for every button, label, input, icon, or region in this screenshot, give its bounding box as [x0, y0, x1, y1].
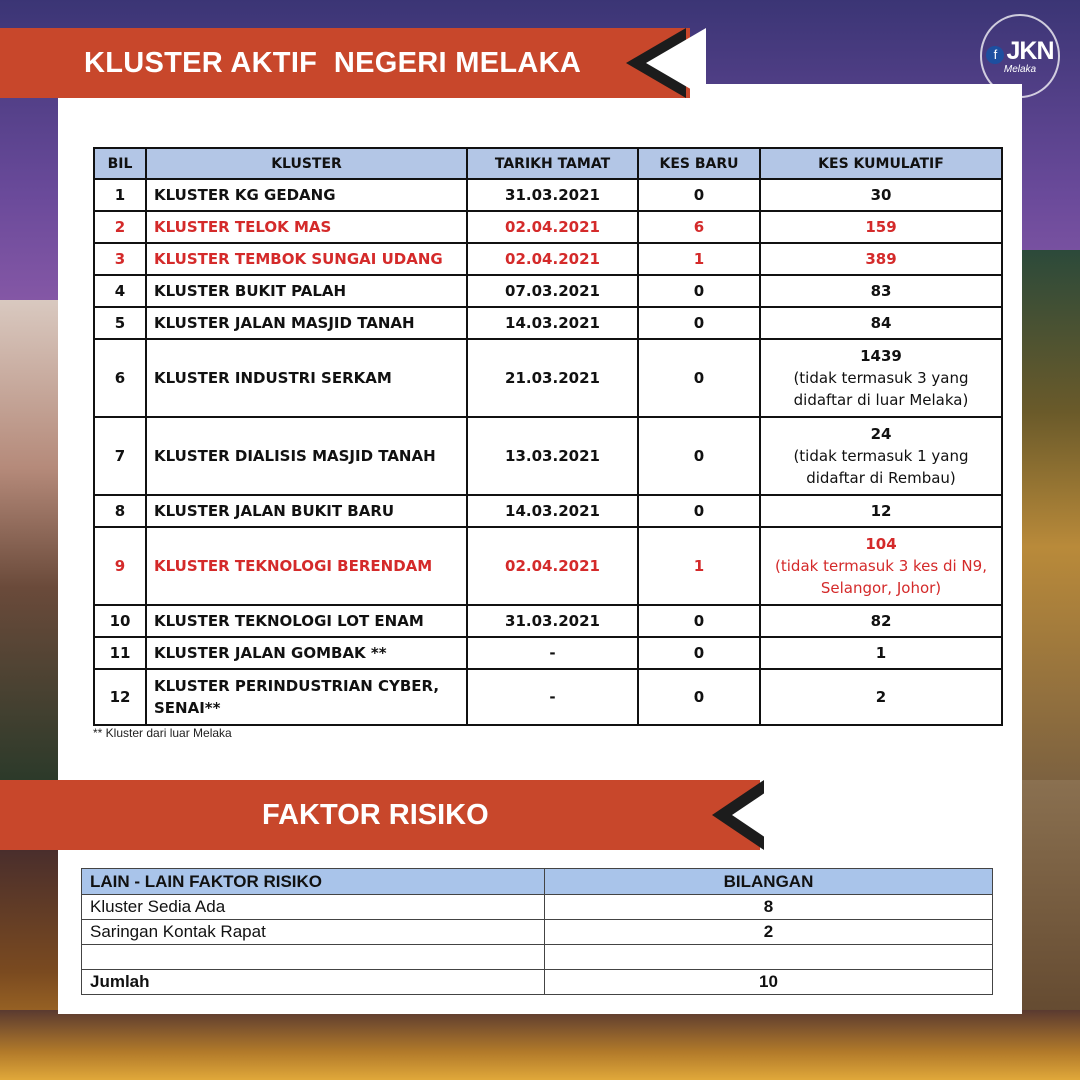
cell-kluster: KLUSTER TEMBOK SUNGAI UDANG	[146, 243, 467, 275]
cluster-table	[93, 147, 1003, 726]
cell-kes-baru: 0	[638, 179, 760, 211]
banner-chevron	[646, 28, 706, 98]
table-row	[94, 243, 1002, 275]
cell-bilangan: 2	[545, 920, 993, 945]
cell-kes-baru: 6	[638, 211, 760, 243]
cell-kluster: KLUSTER TEKNOLOGI LOT ENAM	[146, 605, 467, 637]
cell-tarikh-tamat: 14.03.2021	[467, 495, 638, 527]
cell-bil: 11	[94, 637, 146, 669]
cell-bil: 9	[94, 527, 146, 605]
cell-kes-baru: 0	[638, 275, 760, 307]
cell-kluster: KLUSTER BUKIT PALAH	[146, 275, 467, 307]
column-header-bil: BIL	[94, 148, 146, 179]
page-title: KLUSTER AKTIF NEGERI MELAKA	[84, 46, 582, 79]
cell-kes-kumulatif	[760, 605, 1002, 637]
table-row	[94, 211, 1002, 243]
cell-tarikh-tamat: 02.04.2021	[467, 243, 638, 275]
cluster-table-header	[94, 148, 1002, 179]
cell-bil: 8	[94, 495, 146, 527]
cell-bil: 12	[94, 669, 146, 725]
logo-subtitle: Melaka	[1003, 64, 1037, 75]
cell-tarikh-tamat: 14.03.2021	[467, 307, 638, 339]
cell-kes-baru: 0	[638, 637, 760, 669]
cell-kes-baru: 0	[638, 417, 760, 495]
cell-kluster: KLUSTER JALAN GOMBAK **	[146, 637, 467, 669]
kes-kumulatif-value: 12	[870, 502, 892, 520]
cell-faktor-risiko: Kluster Sedia Ada	[82, 895, 545, 920]
cell-kluster: KLUSTER TEKNOLOGI BERENDAM	[146, 527, 467, 605]
cell-kluster: KLUSTER JALAN BUKIT BARU	[146, 495, 467, 527]
cell-tarikh-tamat: 31.03.2021	[467, 179, 638, 211]
cell-kes-kumulatif	[760, 669, 1002, 725]
cell-kes-baru: 0	[638, 339, 760, 417]
risk-table-header	[82, 869, 993, 895]
banner-chevron	[732, 780, 784, 850]
table-row	[94, 669, 1002, 725]
page-title-banner	[0, 28, 690, 98]
table-row	[94, 417, 1002, 495]
background-river	[0, 1010, 1080, 1080]
kes-kumulatif-value: 1439	[860, 347, 902, 365]
cell-tarikh-tamat: 13.03.2021	[467, 417, 638, 495]
column-header-tarikh-tamat: TARIKH TAMAT	[467, 148, 638, 179]
kes-kumulatif-value: 83	[870, 282, 892, 300]
cell-kes-baru: 1	[638, 243, 760, 275]
kes-kumulatif-value: 84	[870, 314, 892, 332]
cell-tarikh-tamat: 02.04.2021	[467, 211, 638, 243]
facebook-icon: f	[986, 46, 1004, 64]
cell-bil: 2	[94, 211, 146, 243]
cell-kes-kumulatif	[760, 275, 1002, 307]
cell-kluster: KLUSTER DIALISIS MASJID TANAH	[146, 417, 467, 495]
cluster-footnote: ** Kluster dari luar Melaka	[93, 726, 232, 740]
cell-kluster: KLUSTER PERINDUSTRIAN CYBER, SENAI**	[146, 669, 467, 725]
cell-tarikh-tamat: 21.03.2021	[467, 339, 638, 417]
cell-kes-baru: 0	[638, 669, 760, 725]
table-row	[94, 605, 1002, 637]
jkn-logo	[980, 14, 1060, 98]
cell-tarikh-tamat: -	[467, 669, 638, 725]
table-row	[82, 895, 993, 920]
cell-kes-kumulatif	[760, 211, 1002, 243]
total-value: 10	[545, 970, 993, 995]
risk-section-banner	[0, 780, 760, 850]
table-row	[94, 275, 1002, 307]
column-header-bilangan: BILANGAN	[545, 869, 993, 895]
logo-text: JKN	[1006, 37, 1054, 65]
cell-kes-baru: 0	[638, 605, 760, 637]
cell-tarikh-tamat: 07.03.2021	[467, 275, 638, 307]
cell-kes-baru: 0	[638, 307, 760, 339]
column-header-kluster: KLUSTER	[146, 148, 467, 179]
cell-bil: 1	[94, 179, 146, 211]
table-row	[94, 495, 1002, 527]
cell-bilangan: 8	[545, 895, 993, 920]
table-row	[94, 339, 1002, 417]
cell-bil: 6	[94, 339, 146, 417]
table-row	[82, 920, 993, 945]
table-row	[82, 945, 993, 970]
table-row	[94, 179, 1002, 211]
background-building-left	[0, 300, 58, 780]
total-label: Jumlah	[82, 970, 545, 995]
cell-kes-kumulatif	[760, 417, 1002, 495]
cell-kes-kumulatif	[760, 339, 1002, 417]
cell-kes-kumulatif	[760, 307, 1002, 339]
column-header-faktor-risiko: LAIN - LAIN FAKTOR RISIKO	[82, 869, 545, 895]
cell-kluster: KLUSTER TELOK MAS	[146, 211, 467, 243]
cell-faktor-risiko	[82, 945, 545, 970]
risk-table	[81, 868, 993, 995]
cell-tarikh-tamat: 02.04.2021	[467, 527, 638, 605]
kes-kumulatif-note: (tidak termasuk 3 yang didaftar di luar Melaka)	[793, 369, 969, 409]
cell-bilangan	[545, 945, 993, 970]
cell-bil: 3	[94, 243, 146, 275]
kes-kumulatif-value: 104	[865, 535, 897, 553]
total-row	[82, 970, 993, 995]
column-header-kes-kumulatif: KES KUMULATIF	[760, 148, 1002, 179]
cell-kes-baru: 1	[638, 527, 760, 605]
risk-section-title: FAKTOR RISIKO	[262, 798, 489, 831]
cell-kes-kumulatif	[760, 637, 1002, 669]
cell-tarikh-tamat: 31.03.2021	[467, 605, 638, 637]
kes-kumulatif-value: 2	[875, 688, 887, 706]
column-header-kes-baru: KES BARU	[638, 148, 760, 179]
kes-kumulatif-note: (tidak termasuk 3 kes di N9, Selangor, Johor)	[775, 557, 987, 597]
cell-kes-kumulatif	[760, 495, 1002, 527]
cell-kes-kumulatif	[760, 179, 1002, 211]
kes-kumulatif-value: 159	[865, 218, 897, 236]
kes-kumulatif-value: 30	[870, 186, 892, 204]
table-row	[94, 637, 1002, 669]
cell-faktor-risiko: Saringan Kontak Rapat	[82, 920, 545, 945]
cell-kes-kumulatif	[760, 527, 1002, 605]
kes-kumulatif-note: (tidak termasuk 1 yang didaftar di Rembau)	[793, 447, 969, 487]
cell-kluster: KLUSTER KG GEDANG	[146, 179, 467, 211]
cell-tarikh-tamat: -	[467, 637, 638, 669]
table-row	[94, 307, 1002, 339]
kes-kumulatif-value: 82	[870, 612, 892, 630]
kes-kumulatif-value: 24	[870, 425, 892, 443]
cell-kes-baru: 0	[638, 495, 760, 527]
kes-kumulatif-value: 389	[865, 250, 897, 268]
background-trees-right	[1020, 250, 1080, 790]
cell-kluster: KLUSTER JALAN MASJID TANAH	[146, 307, 467, 339]
cell-bil: 10	[94, 605, 146, 637]
cell-bil: 7	[94, 417, 146, 495]
cell-kluster: KLUSTER INDUSTRI SERKAM	[146, 339, 467, 417]
cell-bil: 5	[94, 307, 146, 339]
kes-kumulatif-value: 1	[875, 644, 887, 662]
table-row	[94, 527, 1002, 605]
cell-bil: 4	[94, 275, 146, 307]
cell-kes-kumulatif	[760, 243, 1002, 275]
